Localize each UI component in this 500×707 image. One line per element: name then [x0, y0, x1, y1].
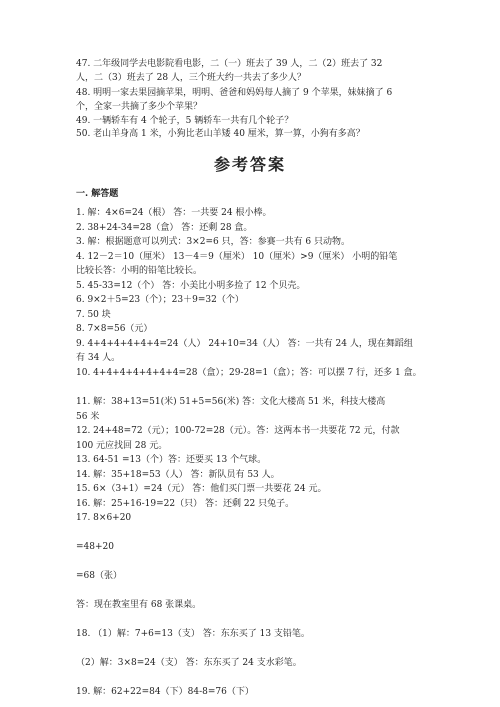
question-line: 48. 明明一家去果园摘苹果，明明、爸爸和妈妈每人摘了 9 个苹果，妹妹摘了 6	[76, 88, 393, 98]
answer-line: 4. 12－2＝10（厘米） 13－4＝9（厘米） 10（厘米）>9（厘米） 小明的铅笔	[76, 252, 398, 262]
answer-line: 8. 7×8=56（元）	[76, 324, 153, 334]
answers-title: 参考答案	[213, 155, 286, 174]
answer-line: （2）解：3×8=24（支） 答：东东买了 24 支水彩笔。	[76, 658, 302, 668]
answer-line: 答：现在教室里有 68 张课桌。	[76, 600, 202, 610]
answer-line: =68（张）	[76, 571, 122, 581]
answer-line: 5. 45-33=12（个） 答：小美比小明多捡了 12 个贝壳。	[76, 281, 306, 291]
answer-line: 10. 4+4+4+4+4+4+4=28（盒）；29-28=1（盒）；答：可以摆 7 行，还多 1 盒。	[76, 368, 422, 378]
answer-line: 14. 解：35+18=53（人） 答：新队员有 53 人。	[76, 470, 280, 480]
question-line: 47. 二年级同学去电影院看电影，二（一）班去了 39 人，二（2）班去了 32	[76, 59, 383, 69]
answer-line: 12. 24+48=72（元）；100-72=28（元）。答：这两本书一共要花 72 元，付款	[76, 426, 400, 436]
question-line: 人，二（3）班去了 28 人，三个班大约一共去了多少人？	[76, 73, 306, 83]
answer-line: 15. 6×（3+1）=24（元） 答：他们买门票一共要花 24 元。	[76, 484, 327, 494]
answer-line: 19. 解：62+22=84（下）84-8=76（下）	[76, 687, 254, 697]
answer-line: 16. 解：25+16-19=22（只） 答：还剩 22 只兔子。	[76, 499, 295, 509]
question-line: 个，全家一共摘了多少个苹果？	[76, 102, 203, 112]
question-line: 50. 老山羊身高 1 米，小狗比老山羊矮 40 厘米，算一算，小狗有多高？	[76, 129, 365, 139]
answer-line: 2. 38+24-34=28（盒） 答：还剩 28 盒。	[76, 223, 253, 233]
answer-line: 7. 50 块	[76, 310, 111, 320]
answer-line: 3. 解：根据题意可以列式：3×2=6 只，答：参赛一共有 6 只动物。	[76, 237, 351, 247]
answer-line: 100 元应找回 28 元。	[76, 441, 168, 451]
answer-line: 6. 9×2＋5=23（个）；23＋9=32（个）	[76, 295, 244, 305]
answer-line: 56 米	[76, 412, 100, 422]
answer-line: 17. 8×6+20	[76, 513, 132, 523]
question-line: 49. 一辆轿车有 4 个轮子，5 辆轿车一共有几个轮子？	[76, 116, 294, 126]
answer-line: 有 34 人。	[76, 353, 121, 363]
answer-line: 9. 4+4+4+4+4+4=24（人） 24+10=34（人） 答：一共有 24 人，现在舞蹈组	[76, 339, 413, 349]
answer-line: 比较长答：小明的铅笔比较长。	[76, 266, 203, 276]
answer-line: 13. 64-51 =13（个）答：还要买 13 个气球。	[76, 455, 267, 465]
answer-line: 18. （1）解：7+6=13（支） 答：东东买了 13 支铅笔。	[76, 629, 310, 639]
answer-line: 11. 解：38+13=51(米) 51+5=56(米) 答：文化大楼高 51 米，科技大楼高	[76, 397, 386, 407]
answer-line: =48+20	[76, 542, 114, 552]
section-title: 一. 解答题	[76, 189, 119, 199]
answer-line: 1. 解：4×6=24（根） 答：一共要 24 根小棒。	[76, 208, 272, 218]
